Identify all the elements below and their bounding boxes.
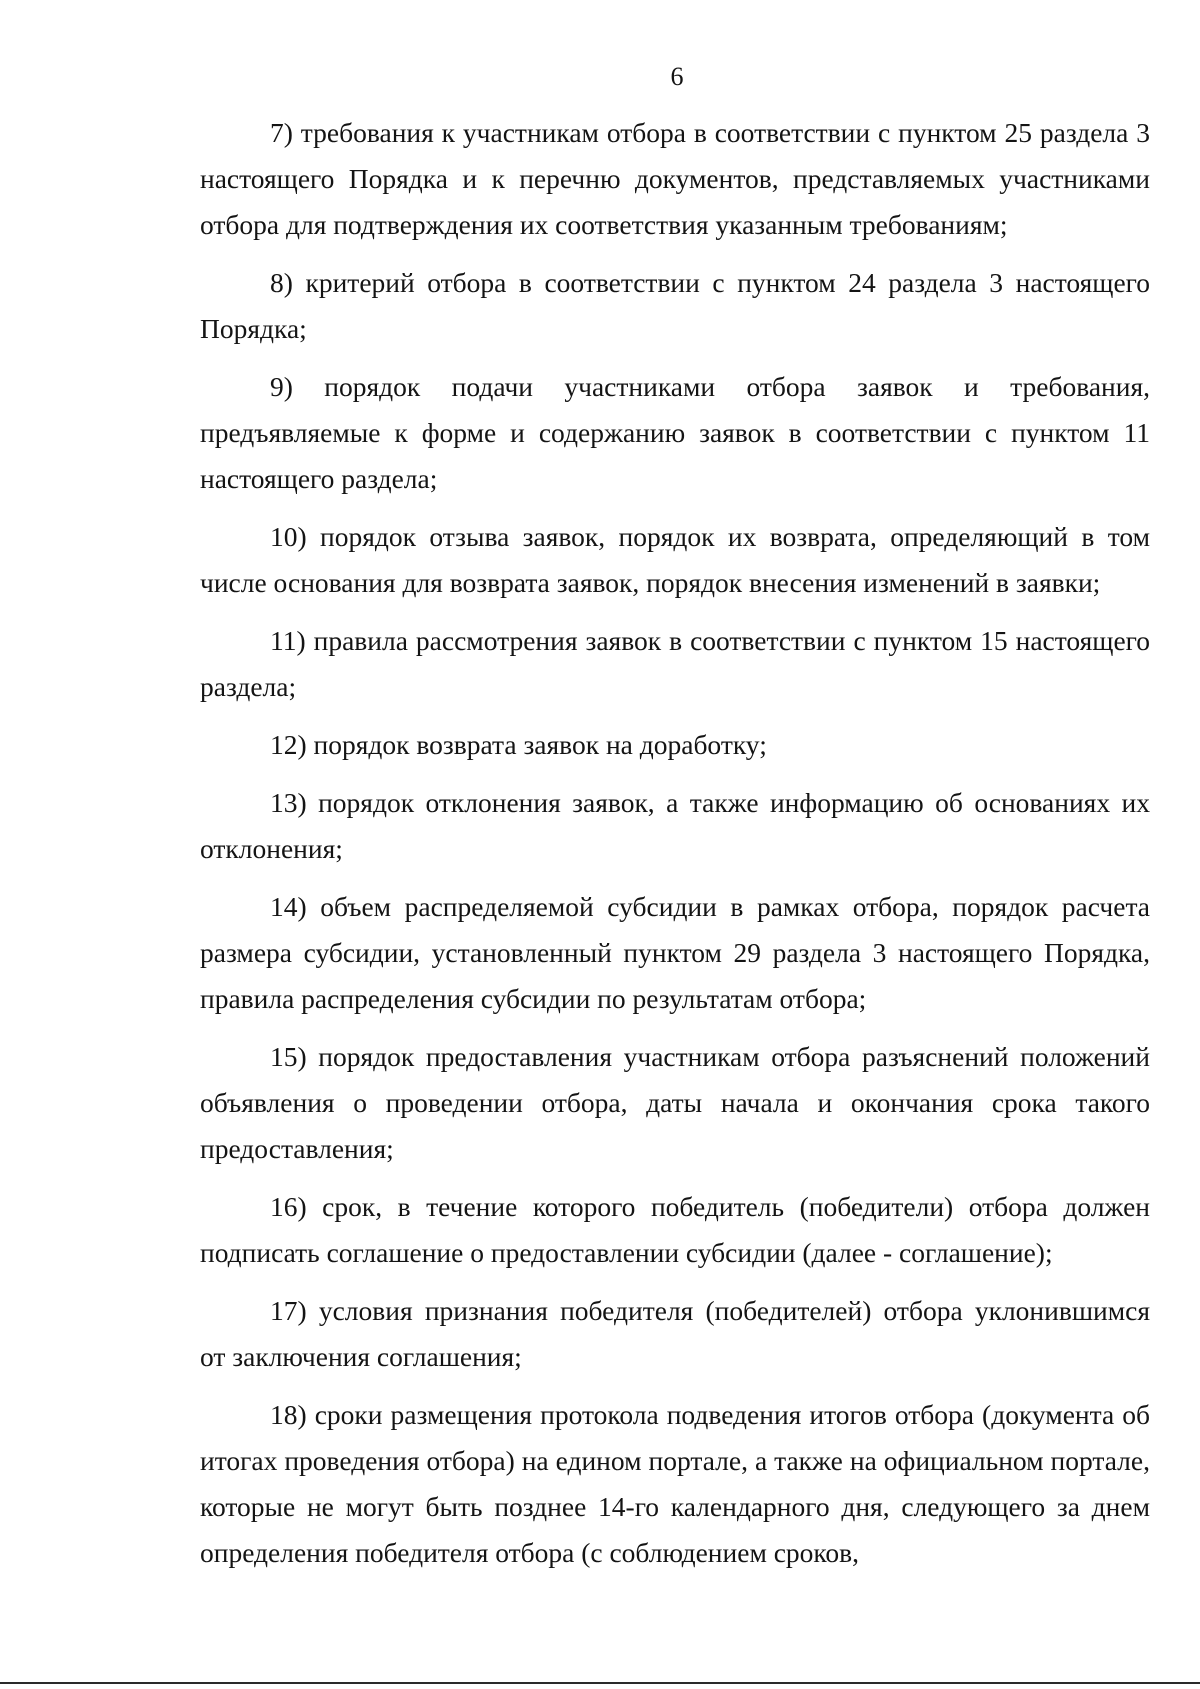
paragraph-item-7: 7) требования к участникам отбора в соответствии с пунктом 25 раздела 3 настоящего Порядка и к перечню документов, представляемых участниками отбора для подтверждения их соответствия указанным требованиям; <box>200 117 1150 240</box>
paragraph-item-12: 12) порядок возврата заявок на доработку; <box>270 729 767 760</box>
paragraph-item-14: 14) объем распределяемой субсидии в рамках отбора, порядок расчета размера субсидии, установленный пунктом 29 раздела 3 настоящего Порядка, правила распределения субсидии по результатам отбора; <box>200 891 1150 1014</box>
paragraph-item-9: 9) порядок подачи участниками отбора заявок и требования, предъявляемые к форме и содержанию заявок в соответствии с пунктом 11 настоящего раздела; <box>200 371 1150 494</box>
paragraph-item-11: 11) правила рассмотрения заявок в соответствии с пунктом 15 настоящего раздела; <box>200 625 1150 702</box>
paragraph-item-15: 15) порядок предоставления участникам отбора разъяснений положений объявления о проведении отбора, даты начала и окончания срока такого предоставления; <box>200 1041 1150 1164</box>
paragraph-item-18: 18) сроки размещения протокола подведения итогов отбора (документа об итогах проведения отбора) на едином портале, а также на официальном портале, которые не могут быть позднее 14-го календарного дня, следующего за днем определения победителя отбора (с соблюдением сроков, <box>200 1399 1150 1568</box>
paragraph-item-16: 16) срок, в течение которого победитель (победители) отбора должен подписать соглашение о предоставлении субсидии (далее - соглашение); <box>200 1191 1150 1268</box>
document-body <box>200 110 1150 1576</box>
page-bottom-border <box>0 1682 1200 1684</box>
paragraph-item-10: 10) порядок отзыва заявок, порядок их возврата, определяющий в том числе основания для возврата заявок, порядок внесения изменений в заявки; <box>200 521 1150 598</box>
paragraph-item-8: 8) критерий отбора в соответствии с пунктом 24 раздела 3 настоящего Порядка; <box>200 267 1150 344</box>
paragraph-item-17: 17) условия признания победителя (победителей) отбора уклонившимся от заключения соглашения; <box>200 1295 1150 1372</box>
page-number: 6 <box>670 62 684 91</box>
paragraph-item-13: 13) порядок отклонения заявок, а также информацию об основаниях их отклонения; <box>200 787 1150 864</box>
